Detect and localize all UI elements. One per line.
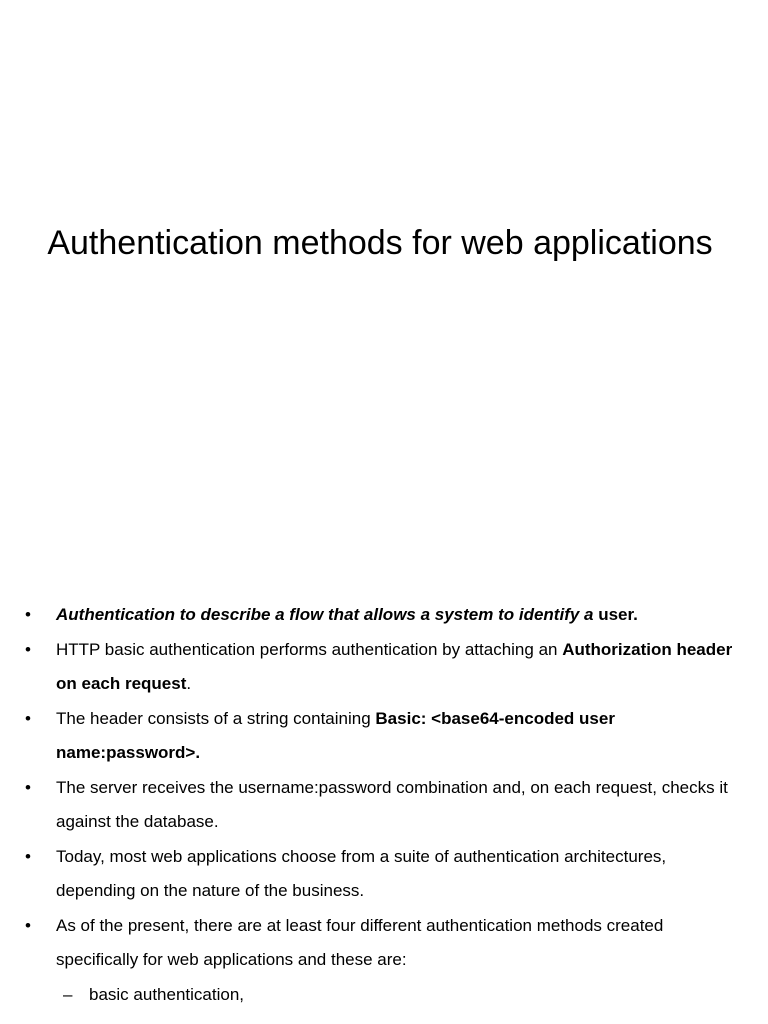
bullet-text: HTTP basic authentication performs authentication by attaching an [56,639,563,659]
bullet-text: . [186,674,192,693]
bullet-text: The server receives the username:password combination and, on each request, checks it against the database. [56,777,728,831]
list-item [0,598,768,633]
bullet-dot-icon: • [25,846,31,866]
bullet-text: The header consists of a string containing [56,708,376,728]
bullet-dot-icon: • [25,708,31,728]
bullet-dot-icon: • [25,639,31,659]
slide-title: Authentication methods for web applications [47,224,713,262]
list-item [0,909,768,978]
bullet-list [0,598,768,1012]
sub-list-item [0,978,768,1013]
bullet-text: As of the present, there are at least four different authentication methods created specifically for web applications and these are: [56,915,664,969]
list-item [0,840,768,909]
bullet-dot-icon: • [25,777,31,797]
dash-icon: – [63,984,73,1004]
list-item [0,702,768,771]
list-item [0,633,768,702]
bullet-text-bold: Authorization header on each request [56,639,733,693]
sub-bullet-text: basic authentication, [89,984,244,1004]
bullet-dot-icon: • [25,915,31,935]
bullet-dot-icon: • [25,605,31,624]
bullet-text-emphasis: Authentication to describe a flow that allows a system to identify a [56,605,594,624]
bullet-text: Today, most web applications choose from a suite of authentication architectures, depending on the nature of the business. [56,846,667,900]
list-item [0,771,768,840]
bullet-text-bold: Basic: <base64-encoded user name:password>. [56,708,615,762]
bullet-text-bold: user. [593,605,638,624]
